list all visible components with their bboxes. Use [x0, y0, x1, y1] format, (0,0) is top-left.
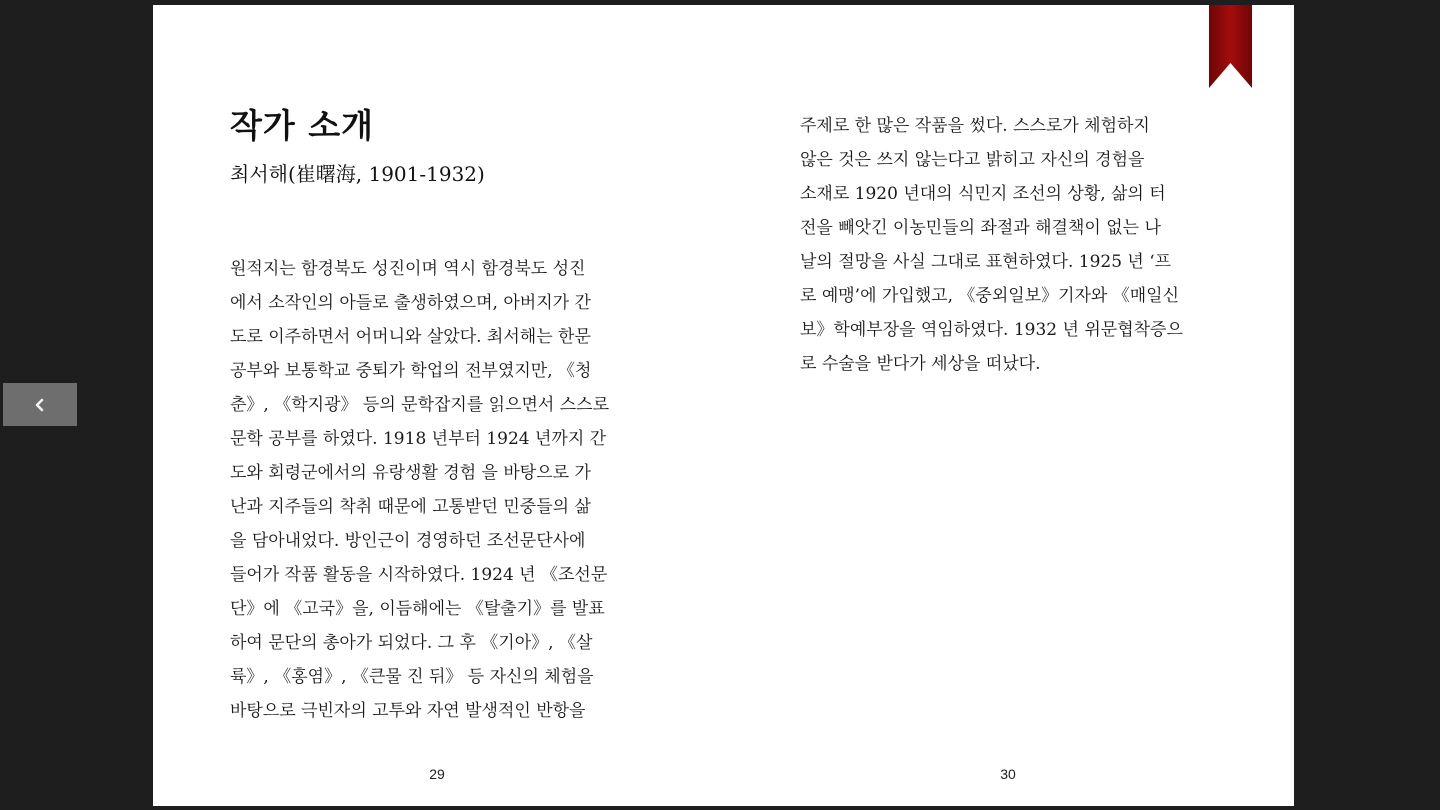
text-line: 바탕으로 극빈자의 고투와 자연 발생적인 반항을	[230, 701, 586, 721]
text-line: 주제로 한 많은 작품을 썼다. 스스로가 체험하지	[800, 116, 1150, 136]
text-line: 날의 절망을 사실 그대로 표현하였다. 1925 년 ‘프	[800, 252, 1172, 272]
text-line: 들어가 작품 활동을 시작하였다. 1924 년 《조선문	[230, 565, 608, 585]
text-line: 문학 공부를 하였다. 1918 년부터 1924 년까지 간	[230, 429, 607, 449]
text-line: 로 수술을 받다가 세상을 떠났다.	[800, 354, 1041, 374]
text-line: 륙》, 《홍염》, 《큰물 진 뒤》 등 자신의 체험을	[230, 667, 594, 687]
text-line: 로 예맹’에 가입했고, 《중외일보》기자와 《매일신	[800, 286, 1180, 306]
left-page-body	[230, 252, 648, 728]
page-number: 29	[429, 766, 445, 782]
text-line: 보》학예부장을 역임하였다. 1932 년 위문협착증으	[800, 320, 1183, 340]
right-page-body	[800, 109, 1218, 381]
page-title: 작가 소개	[230, 106, 375, 145]
text-line: 을 담아내었다. 방인근이 경영하던 조선문단사에	[230, 531, 586, 551]
text-line: 원적지는 함경북도 성진이며 역시 함경북도 성진	[230, 259, 586, 279]
right-page	[723, 5, 1294, 806]
text-line: 도로 이주하면서 어머니와 살았다. 최서해는 한문	[230, 327, 591, 347]
book-spread	[153, 5, 1294, 806]
text-line: 춘》, 《학지광》 등의 문학잡지를 읽으면서 스스로	[230, 395, 610, 415]
bookmark-ribbon[interactable]	[1209, 5, 1252, 88]
text-line: 소재로 1920 년대의 식민지 조선의 상황, 삶의 터	[800, 184, 1166, 204]
author-subtitle: 최서해(崔曙海, 1901-1932)	[230, 162, 485, 186]
text-line: 하여 문단의 총아가 되었다. 그 후 《기아》, 《살	[230, 633, 593, 653]
left-page	[153, 5, 723, 806]
text-line: 에서 소작인의 아들로 출생하였으며, 아버지가 간	[230, 293, 591, 313]
bookmark-ribbon-icon	[1209, 5, 1252, 88]
text-line: 도와 회령군에서의 유랑생활 경험 을 바탕으로 가	[230, 463, 591, 483]
chevron-left-icon	[34, 397, 46, 413]
page-number: 30	[1000, 766, 1016, 782]
previous-page-button[interactable]	[3, 383, 77, 426]
text-line: 단》에 《고국》을, 이듬해에는 《탈출기》를 발표	[230, 599, 605, 619]
text-line: 전을 빼앗긴 이농민들의 좌절과 해결책이 없는 나	[800, 218, 1161, 238]
text-line: 난과 지주들의 착취 때문에 고통받던 민중들의 삶	[230, 497, 591, 517]
text-line: 공부와 보통학교 중퇴가 학업의 전부였지만, 《청	[230, 361, 592, 381]
text-line: 않은 것은 쓰지 않는다고 밝히고 자신의 경험을	[800, 150, 1145, 170]
